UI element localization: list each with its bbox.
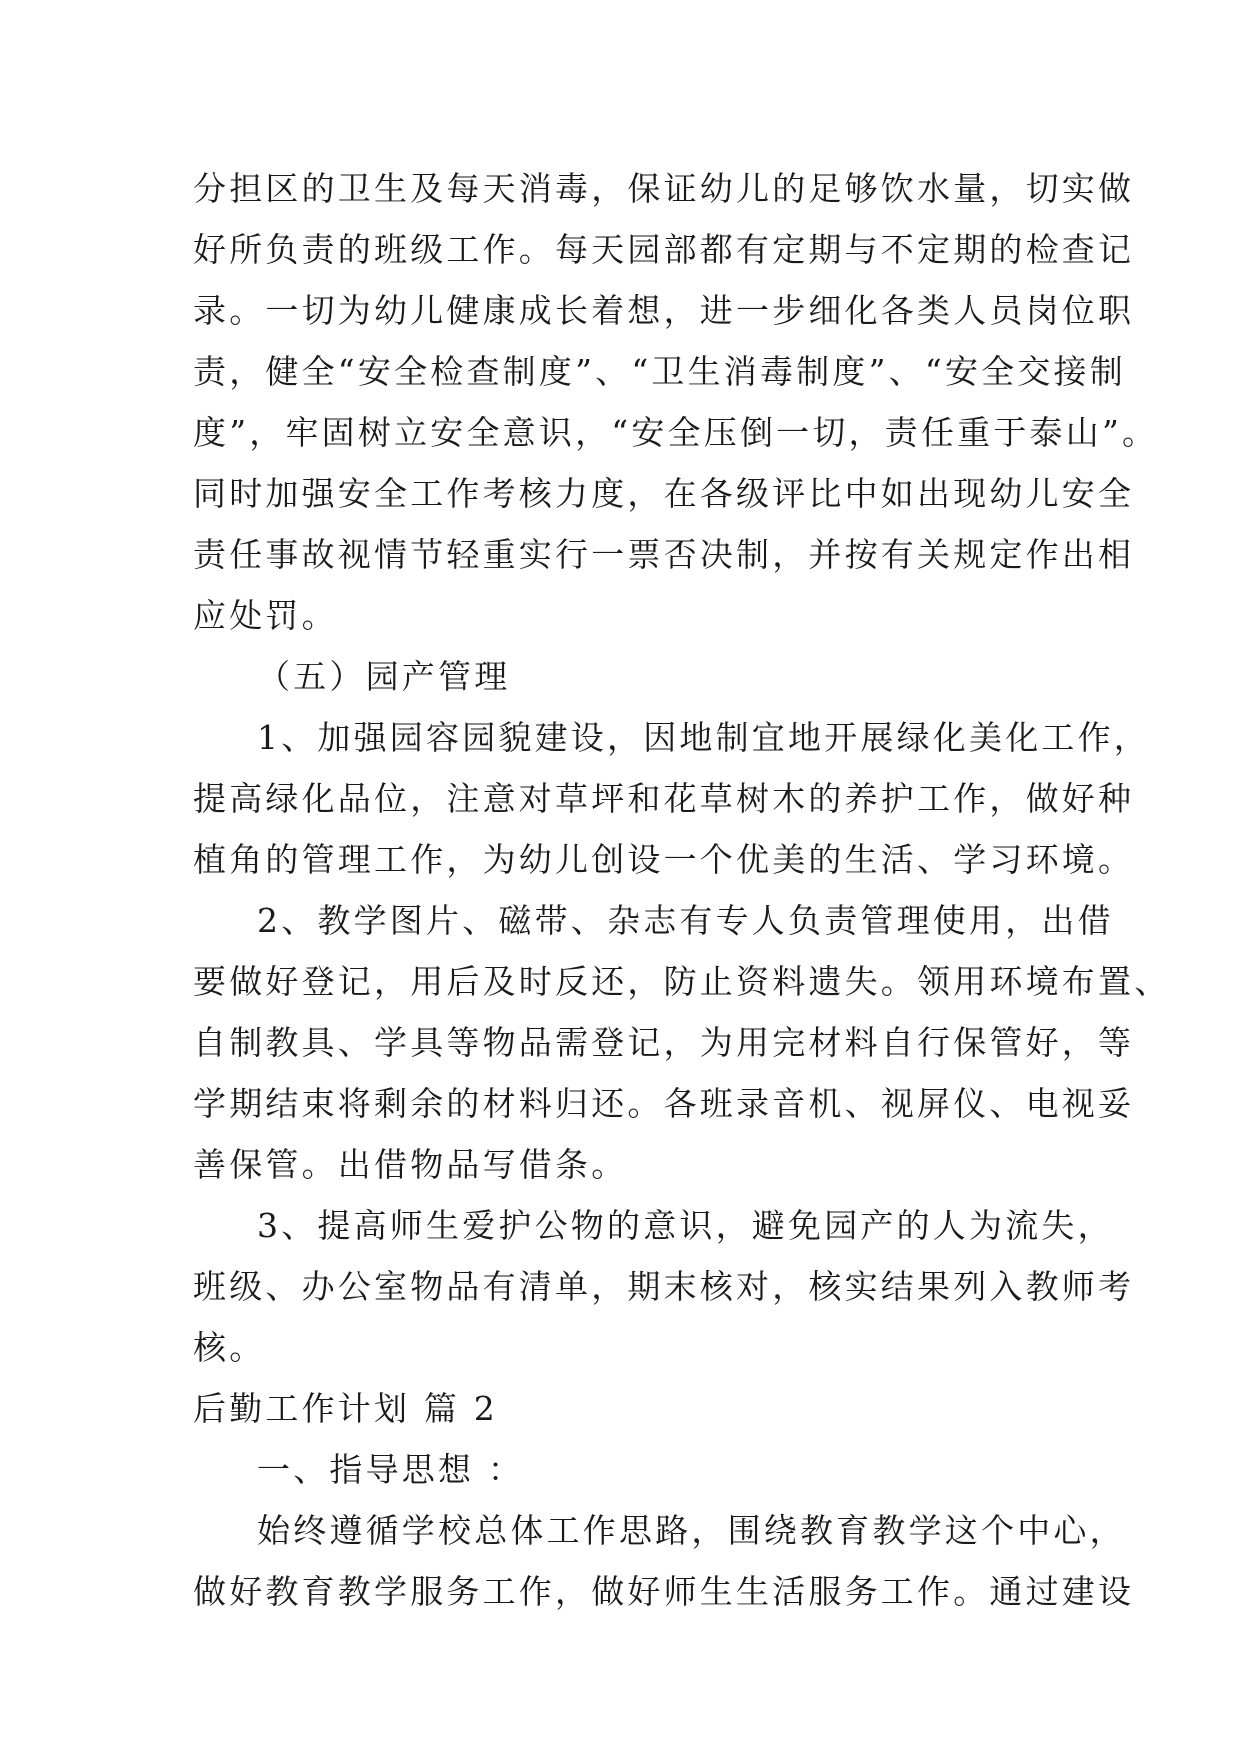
paragraph-start: 始终遵循学校总体工作思路，围绕教育教学这个中心， [257,1511,1126,1550]
paragraph-start: 3、提高师生爱护公物的意识，避免园产的人为流失， [257,1206,1114,1245]
body-line: 录。一切为幼儿健康成长着想，进一步细化各类人员岗位职 [193,291,1135,330]
body-line: 同时加强安全工作考核力度，在各级评比中如出现幼儿安全 [193,474,1135,513]
body-line: 学期结束将剩余的材料归还。各班录音机、视屏仪、电视妥 [193,1084,1135,1123]
body-line: 要做好登记，用后及时反还，防止资料遗失。领用环境布置、 [193,962,1171,1001]
body-line: 班级、办公室物品有清单，期末核对，核实结果列入教师考 [193,1267,1135,1306]
body-line: 责，健全“安全检查制度”、“卫生消毒制度”、“安全交接制 [193,352,1126,391]
body-line: 提高绿化品位，注意对草坪和花草树木的养护工作，做好种 [193,779,1135,818]
paragraph-start: 1、加强园容园貌建设，因地制宜地开展绿化美化工作， [257,718,1150,757]
body-line: 善保管。出借物品写借条。 [193,1145,628,1184]
body-line: 好所负责的班级工作。每天园部都有定期与不定期的检查记 [193,230,1135,269]
body-line: 度”，牢固树立安全意识，“安全压倒一切，责任重于泰山”。 [193,413,1159,452]
section-heading-asset-management: （五）园产管理 [257,657,511,696]
body-line: 植角的管理工作，为幼儿创设一个优美的生活、学习环境。 [193,840,1135,879]
body-line: 做好教育教学服务工作，做好师生生活服务工作。通过建设 [193,1572,1135,1611]
document-section-title: 后勤工作计划 篇 2 [193,1389,498,1428]
body-line: 自制教具、学具等物品需登记，为用完材料自行保管好，等 [193,1023,1135,1062]
paragraph-start: 2、教学图片、磁带、杂志有专人负责管理使用，出借 [257,901,1114,940]
body-line: 应处罚。 [193,596,338,635]
body-line: 责任事故视情节轻重实行一票否决制，并按有关规定作出相 [193,535,1135,574]
body-line: 核。 [193,1328,266,1367]
section-heading-guiding-ideology: 一、指导思想 ： [257,1450,525,1489]
body-line: 分担区的卫生及每天消毒，保证幼儿的足够饮水量，切实做 [193,169,1135,208]
document-body [193,158,1171,1622]
